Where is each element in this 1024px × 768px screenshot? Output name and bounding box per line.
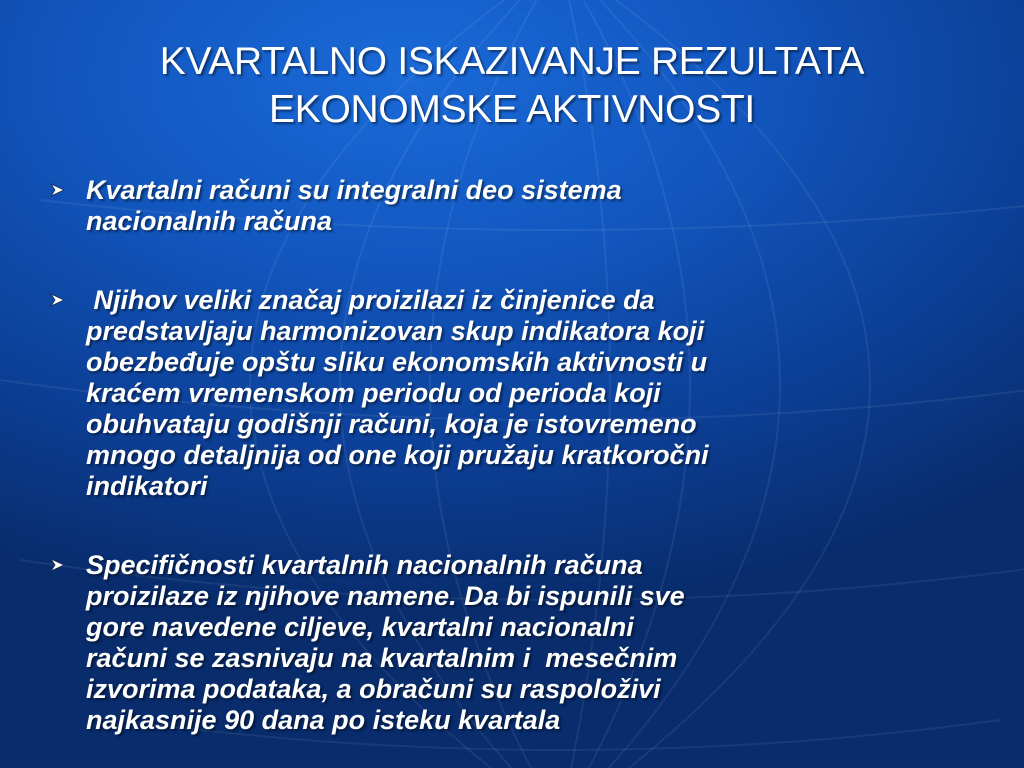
bullet-2-line-7: indikatori bbox=[86, 471, 208, 501]
bullet-2-line-1: Njihov veliki značaj proizilazi iz činjenice da bbox=[86, 285, 655, 315]
bullet-2-line-2: predstavljaju harmonizovan skup indikatora koji bbox=[86, 316, 705, 346]
bullet-item-2 bbox=[44, 285, 984, 502]
bullet-3-line-3: gore navedene ciljeve, kvartalni nacionalni bbox=[86, 612, 634, 642]
bullet-1-line-2: nacionalnih računa bbox=[86, 206, 333, 236]
bullet-1-line-1: Kvartalni računi su integralni deo sistema bbox=[86, 175, 622, 205]
bullet-list bbox=[44, 175, 984, 768]
slide-title bbox=[0, 38, 1024, 134]
bullet-item-1 bbox=[44, 175, 984, 237]
bullet-2-line-3: obezbeđuje opštu sliku ekonomskih aktivnosti u bbox=[86, 347, 708, 377]
arrowhead-bullet-icon bbox=[48, 552, 68, 578]
bullet-2-line-6: mnogo detaljnija od one koji pružaju kratkoročni bbox=[86, 440, 709, 470]
arrowhead-bullet-icon bbox=[48, 287, 68, 313]
bullet-3-line-6: najkasnije 90 dana po isteku kvartala bbox=[86, 705, 561, 735]
bullet-item-3 bbox=[44, 550, 984, 736]
bullet-2-line-5: obuhvataju godišnji računi, koja je istovremeno bbox=[86, 409, 697, 439]
title-line-2: EKONOMSKE AKTIVNOSTI bbox=[269, 88, 755, 131]
title-line-1: KVARTALNO ISKAZIVANJE REZULTATA bbox=[159, 40, 865, 83]
bullet-3-line-5: izvorima podataka, a obračuni su raspoloživi bbox=[86, 674, 661, 704]
arrowhead-bullet-icon bbox=[48, 177, 68, 203]
bullet-3-line-4: računi se zasnivaju na kvartalnim i mesečnim bbox=[86, 643, 678, 673]
bullet-2-line-4: kraćem vremenskom periodu od perioda koji bbox=[86, 378, 661, 408]
bullet-3-line-1: Specifičnosti kvartalnih nacionalnih računa bbox=[86, 550, 643, 580]
bullet-3-line-2: proizilaze iz njihove namene. Da bi ispunili sve bbox=[86, 581, 685, 611]
